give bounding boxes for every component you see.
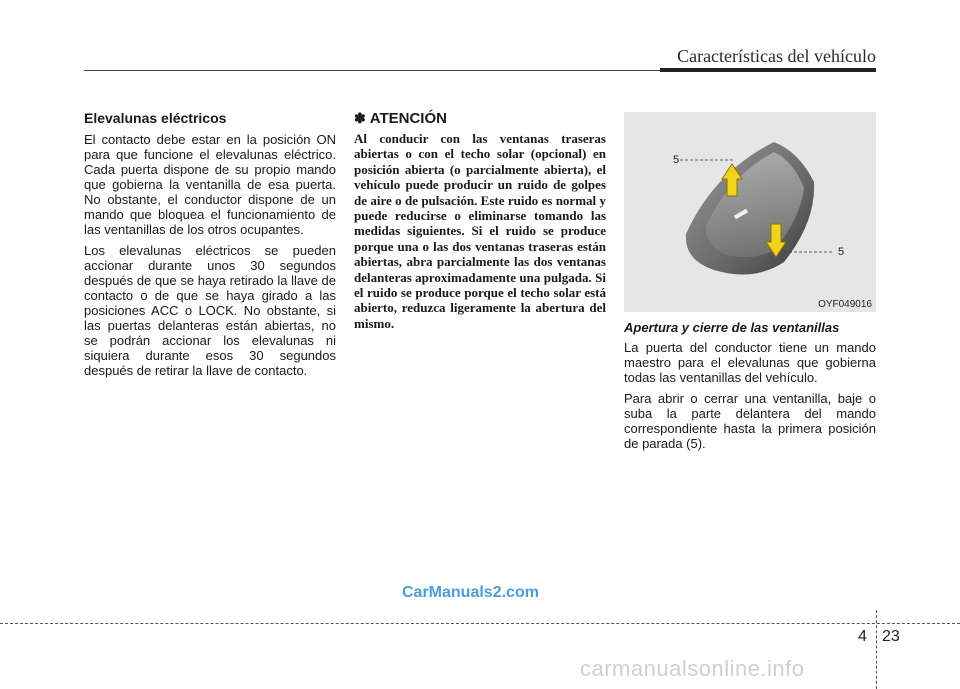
asterisk-icon: ✽ — [354, 110, 366, 126]
watermark-link[interactable]: CarManuals2.com — [402, 584, 539, 601]
column-middle — [354, 110, 606, 331]
site-footer-link[interactable]: carmanualsonline.info — [580, 656, 805, 681]
column-left — [84, 110, 336, 384]
callout-5-bottom: 5 — [838, 246, 845, 258]
window-switch-figure — [624, 112, 876, 312]
footer-vertical-rule — [876, 610, 877, 689]
body-paragraph-4: Para abrir o cerrar una ventanilla, baje o suba la parte delantera del mando correspondiente hasta la primera posición de parada (5). — [624, 391, 876, 451]
body-paragraph-1: El contacto debe estar en la posición ON para que funcione el elevalunas eléctrico. Cada puerta dispone de su propio mando que gobierna la ventanilla de esa puerta. No obstante, el conductor dispone de un mando que bloquea el funcionamiento de las ventanillas de los otros ocupantes. — [84, 132, 336, 237]
window-switch-illustration — [624, 112, 876, 312]
notice-text: Al conducir con las ventanas traseras abiertas o con el techo solar (opcional) en posición abierta (o parcialmente abierta), el vehículo puede producir un ruido de golpes de aire o de pulsación. Este ruido es normal y puede reducirse o eliminarse tomando las medidas siguientes. Si el ruido se produce porque una o las dos ventanas traseras están abiertas, abra parcialmente las dos ventanas delanteras aproximadamente una pulgada. Si el ruido se produce porque el techo solar está abierto, reduzca ligeramente la abertura del mismo. — [354, 131, 606, 331]
page-number: 23 — [882, 628, 900, 645]
notice-heading — [354, 110, 606, 127]
page-header-title: Características del vehículo — [677, 46, 876, 66]
callout-5-top: 5 — [673, 154, 680, 166]
header-rule-accent — [660, 68, 876, 72]
notice-heading-label: ATENCIÓN — [369, 110, 447, 127]
body-paragraph-3: La puerta del conductor tiene un mando maestro para el elevalunas que gobierna todas las ventanillas del vehículo. — [624, 340, 876, 385]
chapter-number: 4 — [858, 628, 867, 645]
body-paragraph-2: Los elevalunas eléctricos se pueden accionar durante unos 30 segundos después de que se haya retirado la llave de contacto o de que se haya girado a las posiciones ACC o LOCK. No obstante, si las puertas delanteras están abiertas, no se podrán accionar los elevalunas ni siquiera durante esos 30 segundos después de retirar la llave de contacto. — [84, 243, 336, 378]
footer-rule — [0, 623, 960, 624]
section-heading: Elevalunas eléctricos — [84, 110, 227, 126]
column-right — [624, 110, 876, 457]
figure-caption: Apertura y cierre de las ventanillas — [624, 320, 840, 335]
figure-code: OYF049016 — [818, 299, 872, 310]
